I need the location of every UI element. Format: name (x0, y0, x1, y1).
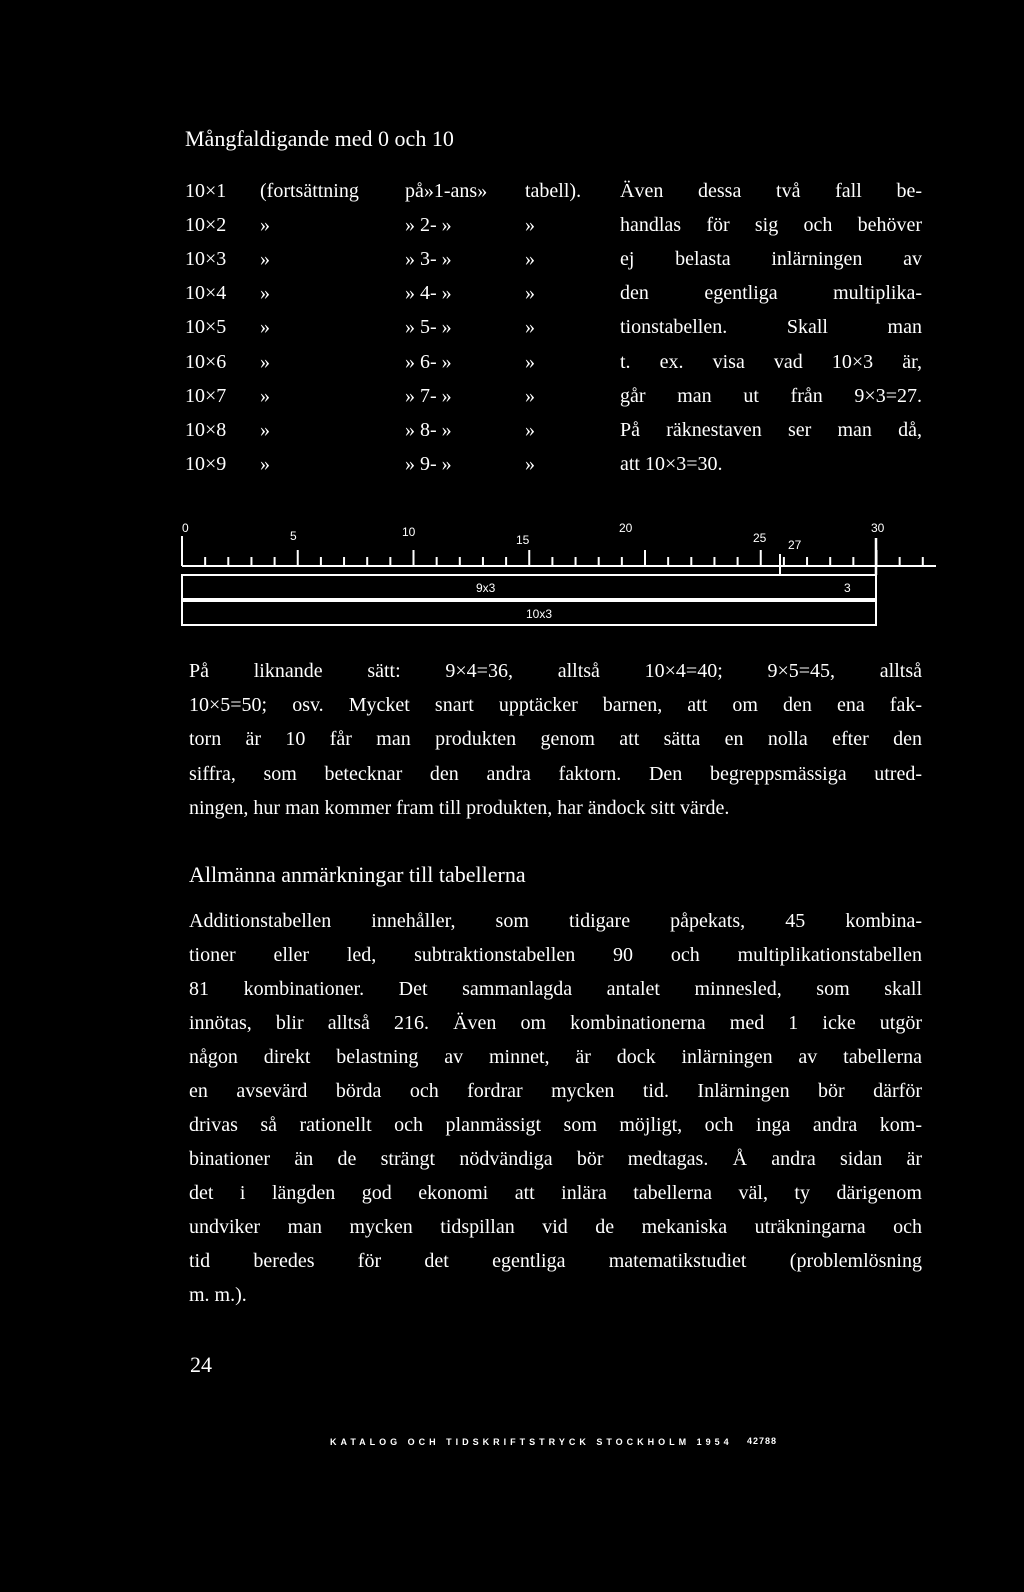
side-note-line: t. ex. visa vad 10×3 är, (620, 350, 922, 373)
side-note-line: ej belasta inlärningen av (620, 248, 922, 271)
table-cell: tabell). (525, 180, 582, 202)
table-cell: » 9- » (405, 452, 452, 475)
page-number: 24 (190, 1352, 212, 1377)
table-cell: » 7- » (405, 384, 452, 407)
bar-3-label: 3 (844, 581, 851, 595)
table-cell: 10×7 (185, 384, 227, 407)
side-note-line: tionstabellen. Skall man (620, 316, 922, 339)
side-note-line: att 10×3=30. (620, 452, 723, 475)
table-cell: » 6- » (405, 350, 452, 373)
table-cell: » 8- » (405, 418, 452, 441)
table-cell: 10×9 (185, 452, 227, 475)
table-cell: » (260, 350, 270, 373)
table-cell: » (260, 248, 270, 271)
table-cell: » (525, 248, 535, 271)
side-note-line: går man ut från 9×3=27. (620, 384, 922, 407)
table-cell: 10×4 (185, 282, 227, 305)
text-line: tid beredes för det egentliga matematikstudiet (problemlösning (189, 1250, 922, 1272)
bar-10x3-label: 10x3 (526, 607, 553, 621)
text-line: 10×5=50; osv. Mycket snart upptäcker barnen, att om den ena fak- (189, 694, 922, 717)
table-cell: » (260, 316, 270, 339)
bar-9x3 (182, 575, 876, 599)
table-cell: » 2- » (405, 214, 452, 237)
scale-label-10: 10 (402, 525, 416, 539)
bar-9x3-label: 9x3 (476, 581, 496, 595)
table-cell: 10×1 (185, 180, 227, 202)
text-line: Additionstabellen innehåller, som tidigare påpekats, 45 kombina- (189, 910, 922, 932)
table-cell: » (260, 214, 270, 237)
scale-label-5: 5 (290, 529, 297, 543)
table-cell: 10×3 (185, 248, 227, 271)
scale-label-20: 20 (619, 521, 633, 535)
table-cell: » 3- » (405, 248, 452, 271)
text-line: undviker man mycken tidspillan vid de mekaniska uträkningarna och (189, 1216, 922, 1238)
text-line: siffra, som betecknar den andra faktorn. Den begreppsmässiga utred- (189, 762, 922, 785)
printer-code: 42788 (747, 1436, 778, 1446)
text-line: det i längden god ekonomi att inlära tabellerna väl, ty därigenom (189, 1182, 922, 1204)
table-cell: » (525, 214, 535, 237)
text-line: torn är 10 får man produkten genom att sätta en nolla efter den (189, 728, 922, 751)
text-line: någon direkt belastning av minnet, är dock inlärningen av tabellerna (189, 1046, 922, 1068)
text-line: en avsevärd börda och fordrar mycken tid. Inlärningen bör därför (189, 1080, 922, 1102)
scale-label-15: 15 (516, 533, 530, 547)
scale-label-27: 27 (788, 538, 802, 552)
table-cell: 10×5 (185, 316, 227, 339)
text-line: drivas så rationellt och planmässigt som möjligt, och inga andra kom- (189, 1114, 922, 1136)
table-cell: 10×6 (185, 350, 227, 373)
text-line: På liknande sätt: 9×4=36, alltså 10×4=40; 9×5=45, alltså (189, 660, 922, 682)
scale-label-30: 30 (871, 521, 885, 535)
table-cell: » (525, 418, 535, 441)
table-cell: 10×8 (185, 418, 227, 441)
scale-label-0: 0 (182, 521, 189, 535)
table-cell: på»1-ans» (405, 180, 488, 202)
table-cell: » (260, 452, 270, 475)
text-line: ningen, hur man kommer fram till produkten, har ändock sitt värde. (189, 796, 730, 819)
calculation-rod-figure (176, 516, 936, 636)
printer-imprint: KATALOG OCH TIDSKRIFTSTRYCK STOCKHOLM 1954 (330, 1437, 733, 1447)
text-line: binationer än de strängt nödvändiga bör medtagas. Å andra sidan är (189, 1148, 922, 1170)
table-cell: 10×2 (185, 214, 227, 237)
table-cell: » (260, 418, 270, 441)
side-note-line: den egentliga multiplika- (620, 282, 922, 305)
table-cell: » (525, 452, 535, 475)
table-cell: » (525, 350, 535, 373)
table-cell: » (260, 282, 270, 305)
table-cell: (fortsättning (260, 180, 359, 202)
side-note-line: På räknestaven ser man då, (620, 418, 922, 441)
table-cell: » (525, 282, 535, 305)
side-note-line: Även dessa två fall be- (620, 180, 922, 202)
text-line: innötas, blir alltså 216. Även om kombinationerna med 1 icke utgör (189, 1012, 922, 1034)
text-line: 81 kombinationer. Det sammanlagda antalet minnesled, som skall (189, 978, 922, 1000)
section-title: Mångfaldigande med 0 och 10 (185, 126, 454, 151)
section-title-2: Allmänna anmärkningar till tabellerna (189, 862, 526, 887)
text-line: tioner eller led, subtraktionstabellen 90 och multiplikationstabellen (189, 944, 922, 966)
table-cell: » (525, 316, 535, 339)
table-cell: » (260, 384, 270, 407)
table-cell: » 5- » (405, 316, 452, 339)
table-cell: » 4- » (405, 282, 452, 305)
scale-label-25: 25 (753, 531, 767, 545)
text-line: m. m.). (189, 1284, 247, 1306)
table-cell: » (525, 384, 535, 407)
side-note-line: handlas för sig och behöver (620, 214, 922, 237)
